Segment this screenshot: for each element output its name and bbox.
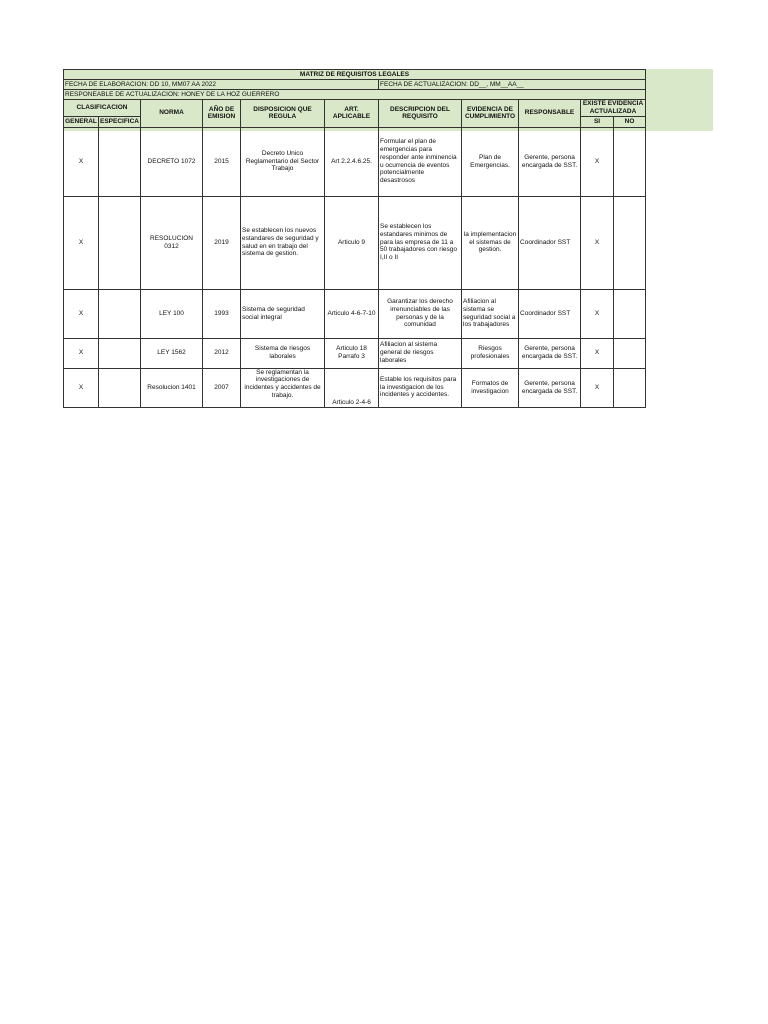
- header-si: SI: [581, 116, 614, 127]
- cell-evidencia: Afiliacion al sistema se seguridad social a los trabajadores: [462, 289, 519, 338]
- cell-no: [614, 289, 646, 338]
- cell-no: [614, 196, 646, 289]
- cell-anio: 2019: [203, 196, 241, 289]
- cell-evidencia: Plan de Emergencias.: [462, 127, 519, 196]
- cell-norma: LEY 100: [141, 289, 203, 338]
- header-norma: NORMA: [141, 100, 203, 128]
- cell-especifica: [99, 368, 141, 407]
- header-no: NO: [614, 116, 646, 127]
- cell-art: Articulo 18 Parrafo 3: [325, 338, 379, 368]
- table-row: [64, 289, 646, 338]
- cell-anio: 1993: [203, 289, 241, 338]
- cell-descripcion: Estable los requisitos para la investigacion de los incidentes y accidentes.: [379, 368, 462, 407]
- header-existe-evidencia: EXISTE EVIDENCIA ACTUALIZADA: [581, 100, 646, 117]
- cell-responsable: Gerente, persona encargada de SST.: [519, 338, 581, 368]
- cell-responsable: Gerente, persona encargada de SST.: [519, 368, 581, 407]
- cell-anio: 2007: [203, 368, 241, 407]
- cell-evidencia: Formatos de investigacion: [462, 368, 519, 407]
- cell-disposicion: Se reglamentan la investigaciones de incidentes y accidentes de trabajo.: [241, 368, 325, 407]
- cell-art: Articulo 2-4-6: [325, 368, 379, 407]
- cell-general: X: [64, 338, 99, 368]
- cell-disposicion: Se establecen los nuevos estandares de seguridad y salud en en trabajo del sistema de gestion.: [241, 196, 325, 289]
- cell-responsable: Coordinador SST: [519, 196, 581, 289]
- cell-especifica: [99, 289, 141, 338]
- cell-norma: RESOLUCION 0312: [141, 196, 203, 289]
- header-anio: AÑO DE EMISION: [203, 100, 241, 128]
- cell-norma: LEY 1562: [141, 338, 203, 368]
- cell-no: [614, 127, 646, 196]
- header-especifica: ESPECIFICA: [99, 116, 141, 127]
- cell-especifica: [99, 338, 141, 368]
- cell-art: Art 2.2.4.6.25.: [325, 127, 379, 196]
- cell-si: X: [581, 127, 614, 196]
- cell-si: X: [581, 289, 614, 338]
- legal-requirements-matrix: [63, 69, 646, 408]
- header-general: GENERAL: [64, 116, 99, 127]
- cell-si: X: [581, 368, 614, 407]
- header-clasificacion: CLASIFICACION: [64, 100, 141, 117]
- cell-anio: 2015: [203, 127, 241, 196]
- cell-general: X: [64, 289, 99, 338]
- fecha-elaboracion: FECHA DE ELABORACION: DD 10, MM07 AA 2022: [64, 80, 379, 90]
- cell-art: Articulo 9: [325, 196, 379, 289]
- cell-disposicion: Sistema de seguridad social integral: [241, 289, 325, 338]
- cell-descripcion: Formular el plan de emergencias para responder ante inminencia u ocurrencia de eventos potencialmente desastrosos: [379, 127, 462, 196]
- cell-art: Articulo 4-6-7-10: [325, 289, 379, 338]
- cell-descripcion: Se establecen los estandares minimos de para las empresa de 11 a 50 trabajadores con riesgo I,II o II: [379, 196, 462, 289]
- cell-anio: 2012: [203, 338, 241, 368]
- cell-descripcion: Afiliacion al sistema general de riesgos laborales: [379, 338, 462, 368]
- cell-responsable: Gerente, persona encargada de SST.: [519, 127, 581, 196]
- cell-general: X: [64, 196, 99, 289]
- responsable-actualizacion: RESPONEABLE DE ACTUALIZACION: HONEY DE LA HOZ GUERRERO: [64, 90, 646, 100]
- header-art: ART. APLICABLE: [325, 100, 379, 128]
- cell-general: X: [64, 127, 99, 196]
- cell-no: [614, 338, 646, 368]
- cell-especifica: [99, 196, 141, 289]
- cell-general: X: [64, 368, 99, 407]
- cell-si: X: [581, 196, 614, 289]
- cell-evidencia: la implementacion el sistemas de gestion.: [462, 196, 519, 289]
- cell-evidencia: Riesgos profesionales: [462, 338, 519, 368]
- table-row: [64, 196, 646, 289]
- header-descripcion: DESCRIPCION DEL REQUISITO: [379, 100, 462, 128]
- header-evidencia: EVIDENCIA DE CUMPLIMIENTO: [462, 100, 519, 128]
- table-row: [64, 127, 646, 196]
- cell-norma: DECRETO 1072: [141, 127, 203, 196]
- cell-responsable: Coordinador SST: [519, 289, 581, 338]
- cell-descripcion: Garantizar los derecho irrenunciables de las personas y de la comunidad: [379, 289, 462, 338]
- cell-disposicion: Decreto Unico Reglamentario del Sector Trabajo: [241, 127, 325, 196]
- cell-disposicion: Sistema de riesgos laborales: [241, 338, 325, 368]
- matrix-title: MATRIZ DE REQUISITOS LEGALES: [64, 70, 646, 80]
- header-responsable: RESPONSABLE: [519, 100, 581, 128]
- fecha-actualizacion: FECHA DE ACTUALIZACION: DD__, MM__AA__: [379, 80, 646, 90]
- cell-no: [614, 368, 646, 407]
- cell-norma: Resolucion 1401: [141, 368, 203, 407]
- cell-especifica: [99, 127, 141, 196]
- table-row: [64, 368, 646, 407]
- header-disposicion: DISPOSICION QUE REGULA: [241, 100, 325, 128]
- table-row: [64, 338, 646, 368]
- cell-si: X: [581, 338, 614, 368]
